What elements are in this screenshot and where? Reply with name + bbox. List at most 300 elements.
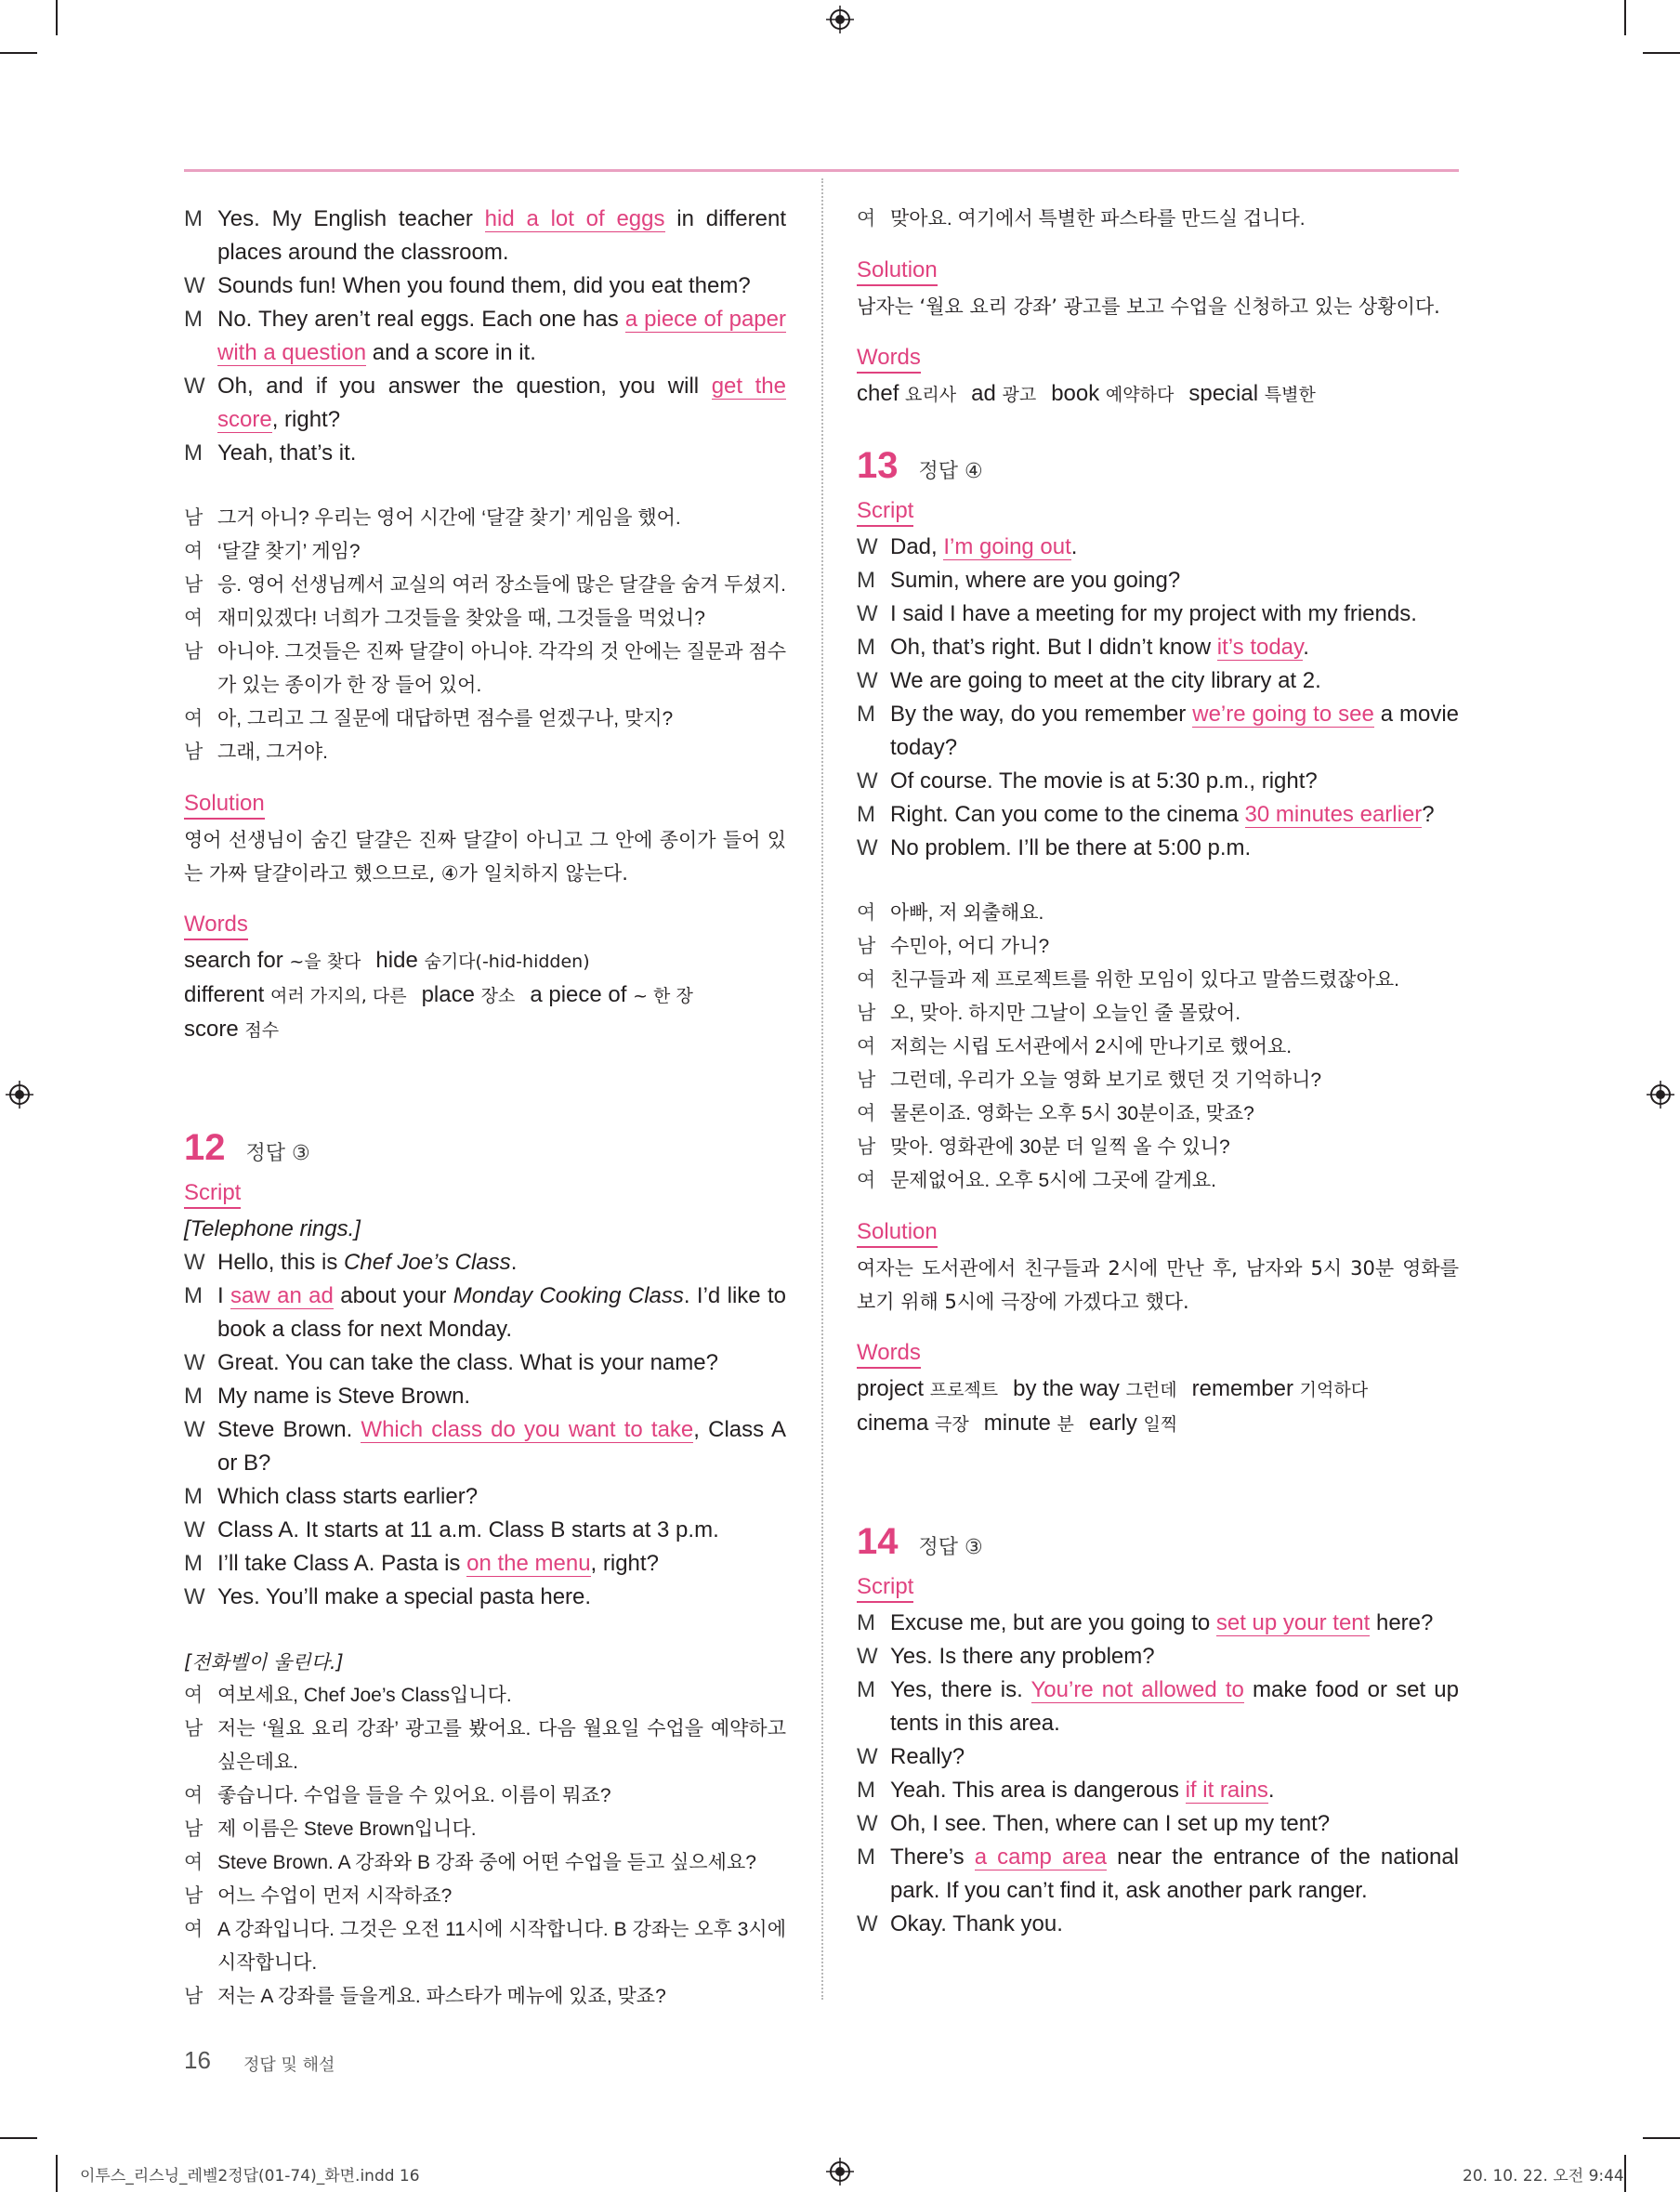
dialogue-text: 그래, 그거야. — [217, 742, 328, 763]
vocab-word: score — [184, 1017, 239, 1042]
registration-mark-icon — [826, 2158, 854, 2185]
crop-mark — [0, 52, 37, 54]
speaker-label: 여 — [184, 1919, 203, 1940]
speaker-label: W — [184, 273, 205, 298]
vocab-meaning: 광고 — [1002, 385, 1037, 405]
dialogue-line-ko — [857, 203, 1459, 236]
speaker-label: M — [857, 568, 875, 593]
dialogue-line-ko — [857, 1097, 1459, 1131]
vocab-word: early — [1088, 1411, 1137, 1436]
dialogue-text: Oh, and if you answer the question, you will — [217, 374, 712, 399]
dialogue-line-ko — [857, 997, 1459, 1030]
words-label: Words — [857, 1339, 921, 1369]
dialogue-text: My name is Steve Brown. — [217, 1384, 471, 1409]
dialogue-line — [184, 269, 786, 303]
speaker-label: W — [857, 1644, 878, 1669]
dialogue-line-ko — [184, 636, 786, 702]
words-list — [857, 377, 1459, 412]
dialogue-line — [184, 1346, 786, 1380]
vocab-word: place — [421, 982, 475, 1007]
vocab-word: by the way — [1013, 1376, 1120, 1401]
vocab-word: different — [184, 982, 265, 1007]
vocab-meaning: 프로젝트 — [929, 1380, 999, 1400]
dialogue-text: 맞아요. 여기에서 특별한 파스타를 만드실 겁니다. — [890, 208, 1306, 230]
vocab-word: book — [1051, 381, 1100, 406]
speaker-label: W — [857, 534, 878, 559]
speaker-label: 남 — [184, 742, 203, 763]
speaker-label: 여 — [857, 208, 876, 230]
vocab-meaning: 요리사 — [905, 385, 957, 405]
speaker-label: W — [184, 1584, 205, 1609]
speaker-label: M — [857, 635, 875, 660]
dialogue-en — [857, 531, 1459, 865]
dialogue-line — [857, 765, 1459, 798]
speaker-label: W — [184, 1350, 205, 1375]
dialogue-text: about your — [333, 1283, 453, 1308]
dialogue-line — [857, 1740, 1459, 1774]
speaker-label: W — [184, 1250, 205, 1275]
words-row — [184, 978, 786, 1013]
dialogue-line-ko — [857, 1064, 1459, 1097]
speaker-label: M — [184, 1384, 203, 1409]
vocab-word: a piece of — [530, 982, 627, 1007]
vocab-meaning: 숨기다(-hid-hidden) — [424, 952, 590, 972]
crop-mark — [0, 2137, 37, 2139]
dialogue-text: We are going to meet at the city library at 2. — [890, 668, 1321, 693]
words-list — [857, 1372, 1459, 1441]
dialogue-line-ko — [857, 1164, 1459, 1198]
print-slug-date: 20. 10. 22. 오전 9:44 — [1463, 2167, 1624, 2185]
dialogue-line — [184, 1480, 786, 1514]
vocab-meaning: 극장 — [935, 1414, 969, 1435]
dialogue-text: Yes. Is there any problem? — [890, 1644, 1155, 1669]
highlighted-phrase: it’s today — [1216, 635, 1304, 660]
dialogue-line-ko — [857, 897, 1459, 930]
dialogue-text: 물론이죠. 영화는 오후 5시 30분이죠, 맞죠? — [890, 1103, 1254, 1124]
highlighted-phrase: a camp area — [974, 1844, 1108, 1870]
vocab-meaning: 점수 — [244, 1020, 280, 1041]
book-section-title: 정답 및 해설 — [243, 2055, 335, 2075]
page-number: 16 — [184, 2046, 211, 2074]
dialogue-ko — [857, 203, 1459, 236]
speaker-label: M — [184, 440, 203, 466]
dialogue-line — [857, 1807, 1459, 1841]
vocab-item — [1013, 1376, 1176, 1401]
dialogue-line — [857, 564, 1459, 597]
dialogue-line-ko — [184, 602, 786, 636]
dialogue-text: 아빠, 저 외출해요. — [890, 902, 1044, 924]
highlighted-phrase: get the score — [217, 374, 786, 432]
vocab-meaning: 예약하다 — [1105, 385, 1175, 405]
dialogue-line — [857, 1774, 1459, 1807]
dialogue-line — [184, 1547, 786, 1581]
dialogue-line — [857, 1841, 1459, 1908]
vocab-word: search for — [184, 948, 283, 973]
dialogue-line-ko — [184, 736, 786, 769]
dialogue-text: I said I have a meeting for my project with my friends. — [890, 601, 1417, 626]
dialogue-text: in different places around the classroom. — [217, 206, 787, 265]
dialogue-text: 여보세요, Chef Joe’s Class입니다. — [217, 1685, 512, 1706]
dialogue-text: Oh, I see. Then, where can I set up my tent? — [890, 1811, 1331, 1836]
dialogue-line — [857, 597, 1459, 631]
speaker-label: 남 — [857, 1003, 876, 1024]
vocab-meaning: ~ 한 장 — [633, 986, 693, 1006]
dialogue-line-ko — [184, 1980, 786, 2014]
dialogue-text: 아니야. 그것들은 진짜 달걀이 아니야. 각각의 것 안에는 질문과 점수가 있는 종이가 한 장 들어 있어. — [217, 641, 786, 696]
dialogue-text: 친구들과 제 프로젝트를 위한 모임이 있다고 말씀드렸잖아요. — [890, 969, 1399, 991]
dialogue-text: Steve Brown. — [217, 1417, 361, 1442]
vocab-meaning: 특별한 — [1264, 385, 1316, 405]
dialogue-line — [857, 1640, 1459, 1674]
speaker-label: M — [857, 1610, 875, 1635]
speaker-label: M — [857, 1844, 875, 1870]
question-header — [184, 1125, 786, 1170]
speaker-label: 여 — [184, 608, 203, 629]
dialogue-en — [184, 203, 786, 470]
dialogue-line — [857, 698, 1459, 765]
speaker-label: M — [857, 702, 875, 727]
dialogue-line-ko — [184, 1846, 786, 1880]
dialogue-text: Okay. Thank you. — [890, 1911, 1063, 1936]
dialogue-text: . — [1303, 635, 1309, 660]
highlighted-phrase: set up your tent — [1215, 1610, 1371, 1635]
dialogue-line — [184, 1514, 786, 1547]
speaker-label: W — [184, 1417, 205, 1442]
dialogue-line-ko — [184, 1813, 786, 1846]
words-row — [857, 1372, 1459, 1407]
dialogue-line — [184, 1413, 786, 1480]
vocab-item — [1192, 1376, 1368, 1401]
crop-mark — [1643, 2137, 1680, 2139]
dialogue-line-ko — [184, 535, 786, 569]
vocab-meaning: 장소 — [480, 986, 516, 1006]
speaker-label: 여 — [184, 1685, 203, 1706]
dialogue-text: 오, 맞아. 하지만 그날이 오늘인 줄 몰랐어. — [890, 1003, 1241, 1024]
vocab-item — [1188, 381, 1315, 406]
speaker-label: M — [184, 307, 203, 332]
dialogue-text: 좋습니다. 수업을 들을 수 있어요. 이름이 뭐죠? — [217, 1785, 611, 1806]
speaker-label: M — [184, 206, 203, 231]
vocab-meaning: ~을 찾다 — [289, 952, 361, 972]
speaker-label: M — [857, 1677, 875, 1702]
dialogue-line — [857, 832, 1459, 865]
dialogue-text: I’ll take Class A. Pasta is — [217, 1551, 467, 1576]
script-label: Script — [184, 1179, 241, 1209]
vocab-word: chef — [857, 381, 899, 406]
highlighted-phrase: on the menu — [466, 1551, 591, 1576]
dialogue-text: 재미있겠다! 너희가 그것들을 찾았을 때, 그것들을 먹었니? — [217, 608, 705, 629]
dialogue-text: No problem. I’ll be there at 5:00 p.m. — [890, 835, 1252, 860]
dialogue-text: 응. 영어 선생님께서 교실의 여러 장소들에 많은 달걀을 숨겨 두셨지. — [217, 574, 786, 596]
vocab-meaning: 기억하다 — [1299, 1380, 1369, 1400]
speaker-label: 여 — [184, 708, 203, 729]
vocab-meaning: 분 — [1057, 1414, 1074, 1435]
dialogue-text: Right. Can you come to the cinema — [890, 802, 1245, 827]
vocab-word: special — [1188, 381, 1259, 406]
highlighted-phrase: a piece of paper with a question — [217, 307, 786, 365]
vocab-word: hide — [375, 948, 418, 973]
dialogue-text: Class A. It starts at 11 a.m. Class B starts at 3 p.m. — [217, 1517, 719, 1542]
dialogue-line — [184, 1380, 786, 1413]
words-list — [184, 944, 786, 1047]
answer-label: 정답 ③ — [918, 1536, 983, 1559]
vocab-word: minute — [983, 1411, 1051, 1436]
dialogue-ko — [184, 502, 786, 769]
dialogue-text: . — [510, 1250, 518, 1275]
dialogue-line — [184, 437, 786, 470]
speaker-label: W — [857, 1744, 878, 1769]
highlighted-phrase: saw an ad — [230, 1283, 334, 1308]
vocab-item — [857, 381, 956, 406]
dialogue-text: . I’d like to book a class for next Monday. — [217, 1283, 787, 1342]
dialogue-en — [857, 1607, 1459, 1941]
dialogue-text: Steve Brown. A 강좌와 B 강좌 중에 어떤 수업을 듣고 싶으세요? — [217, 1852, 756, 1873]
question-header — [857, 443, 1459, 488]
dialogue-line — [857, 664, 1459, 698]
vocab-item — [1051, 381, 1174, 406]
speaker-label: 여 — [857, 1103, 876, 1124]
answer-label: 정답 ④ — [918, 460, 983, 483]
dialogue-line — [857, 1607, 1459, 1640]
highlighted-phrase: hid a lot of eggs — [484, 206, 665, 231]
highlighted-phrase: You’re not allowed to — [1030, 1677, 1244, 1702]
registration-mark-icon — [1647, 1081, 1674, 1109]
dialogue-text: Hello, this is — [217, 1250, 345, 1275]
dialogue-text: ? — [1422, 802, 1435, 827]
dialogue-ko — [857, 897, 1459, 1198]
column-divider — [821, 178, 823, 2000]
vocab-item — [984, 1411, 1074, 1436]
dialogue-line-ko — [184, 1713, 786, 1779]
dialogue-text: Oh, that’s right. But I didn’t know — [890, 635, 1217, 660]
speaker-label: 여 — [184, 1785, 203, 1806]
crop-mark — [1624, 0, 1626, 35]
dialogue-line-ko — [857, 1131, 1459, 1164]
dialogue-line-ko — [184, 569, 786, 602]
dialogue-line-ko — [857, 1030, 1459, 1064]
speaker-label: M — [184, 1283, 203, 1308]
stage-direction-ko: [전화벨이 울린다.] — [184, 1651, 344, 1674]
dialogue-text: , Class A or B? — [217, 1417, 787, 1476]
dialogue-line — [857, 1908, 1459, 1941]
dialogue-text: 그거 아니? 우리는 영어 시간에 ‘달걀 찾기’ 게임을 했어. — [217, 507, 681, 529]
left-column — [184, 203, 786, 2014]
dialogue-line — [184, 370, 786, 437]
speaker-label: 남 — [184, 1986, 203, 2007]
script-label: Script — [857, 1573, 913, 1603]
dialogue-text: 그런데, 우리가 오늘 영화 보기로 했던 것 기억하니? — [890, 1070, 1322, 1091]
header-rule — [184, 169, 1459, 172]
dialogue-text: Yes. My English teacher — [217, 206, 485, 231]
speaker-label: W — [857, 1811, 878, 1836]
dialogue-text: Yes. You’ll make a special pasta here. — [217, 1584, 592, 1609]
dialogue-text: here? — [1370, 1610, 1434, 1635]
dialogue-text: Monday Cooking Class — [453, 1283, 684, 1308]
crop-mark — [56, 0, 58, 35]
dialogue-line — [184, 1280, 786, 1346]
solution-label: Solution — [857, 1218, 938, 1248]
dialogue-text: 저는 ‘월요 요리 강좌’ 광고를 봤어요. 다음 월요일 수업을 예약하고 싶은데요. — [217, 1718, 786, 1773]
speaker-label: W — [857, 768, 878, 794]
solution-text: 남자는 ‘월요 요리 강좌’ 광고를 보고 수업을 신청하고 있는 상황이다. — [857, 295, 1440, 318]
dialogue-text: and a score in it. — [366, 340, 536, 365]
vocab-meaning: 일찍 — [1143, 1414, 1178, 1435]
dialogue-text: 저희는 시립 도서관에서 2시에 만나기로 했어요. — [890, 1036, 1293, 1057]
dialogue-ko — [184, 1679, 786, 2014]
dialogue-text: . — [1267, 1778, 1275, 1803]
speaker-label: M — [184, 1484, 203, 1509]
speaker-label: W — [184, 1517, 205, 1542]
dialogue-text: Chef Joe’s Class — [344, 1250, 511, 1275]
solution-text: 영어 선생님이 숨긴 달걀은 진짜 달걀이 아니고 그 안에 종이가 들어 있는 가짜 달걀이라고 했으므로, ④가 일치하지 않는다. — [184, 829, 786, 885]
dialogue-line-ko — [184, 1679, 786, 1713]
solution-label: Solution — [184, 790, 265, 820]
dialogue-line — [184, 1246, 786, 1280]
dialogue-en — [184, 1246, 786, 1614]
dialogue-line — [184, 203, 786, 269]
words-row — [184, 944, 786, 978]
dialogue-line-ko — [184, 1880, 786, 1913]
highlighted-phrase: 30 minutes earlier — [1244, 802, 1423, 827]
speaker-label: 남 — [857, 1136, 876, 1158]
vocab-item — [530, 982, 692, 1007]
vocab-item — [184, 1017, 279, 1042]
speaker-label: 남 — [184, 1885, 203, 1907]
question-number: 14 — [857, 1521, 899, 1562]
vocab-item — [422, 982, 516, 1007]
speaker-label: 남 — [857, 936, 876, 957]
dialogue-text: make food or set up tents in this area. — [890, 1677, 1459, 1736]
dialogue-line — [857, 798, 1459, 832]
highlighted-phrase: we’re going to see — [1192, 702, 1374, 727]
speaker-label: 남 — [184, 1818, 203, 1840]
dialogue-text: Yeah. This area is dangerous — [890, 1778, 1186, 1803]
dialogue-line-ko — [184, 1779, 786, 1813]
dialogue-text: Really? — [890, 1744, 965, 1769]
question-header — [857, 1519, 1459, 1564]
crop-mark — [56, 2155, 58, 2192]
dialogue-text: 문제없어요. 오후 5시에 그곳에 갈게요. — [890, 1170, 1216, 1191]
dialogue-line — [857, 631, 1459, 664]
vocab-word: ad — [971, 381, 996, 406]
highlighted-phrase: I’m going out — [943, 534, 1071, 559]
script-label: Script — [857, 497, 913, 527]
speaker-label: W — [857, 601, 878, 626]
dialogue-text: There’s — [890, 1844, 975, 1870]
dialogue-text: Sumin, where are you going? — [890, 568, 1181, 593]
dialogue-text: a movie today? — [890, 702, 1460, 760]
speaker-label: 여 — [184, 1852, 203, 1873]
dialogue-text: , right? — [271, 407, 341, 432]
question-number: 12 — [184, 1127, 226, 1168]
dialogue-text: 아, 그리고 그 질문에 대답하면 점수를 얻겠구나, 맞지? — [217, 708, 674, 729]
words-row — [857, 377, 1459, 412]
solution-label: Solution — [857, 256, 938, 286]
dialogue-text: I — [217, 1283, 231, 1308]
speaker-label: W — [857, 835, 878, 860]
dialogue-text: A 강좌입니다. 그것은 오전 11시에 시작합니다. B 강좌는 오후 3시에 시작합니다. — [217, 1919, 786, 1974]
dialogue-line-ko — [857, 930, 1459, 964]
answer-label: 정답 ③ — [245, 1142, 310, 1165]
speaker-label: 여 — [184, 541, 203, 562]
words-label: Words — [857, 344, 921, 374]
registration-mark-icon — [826, 6, 854, 33]
dialogue-text: 저는 A 강좌를 들을게요. 파스타가 메뉴에 있죠, 맞죠? — [217, 1986, 666, 2007]
speaker-label: 남 — [184, 1718, 203, 1739]
speaker-label: 남 — [184, 574, 203, 596]
vocab-item — [184, 948, 361, 973]
vocab-meaning: 여러 가지의, 다른 — [269, 986, 407, 1006]
dialogue-text: No. They aren’t real eggs. Each one has — [217, 307, 625, 332]
crop-mark — [1624, 2155, 1626, 2192]
speaker-label: 남 — [857, 1070, 876, 1091]
highlighted-phrase: if it rains — [1185, 1778, 1268, 1803]
dialogue-line — [857, 1674, 1459, 1740]
dialogue-text: 어느 수업이 먼저 시작하죠? — [217, 1885, 453, 1907]
dialogue-text: , right? — [590, 1551, 659, 1576]
vocab-item — [971, 381, 1036, 406]
speaker-label: W — [184, 374, 205, 399]
crop-mark — [1643, 52, 1680, 54]
dialogue-line — [184, 303, 786, 370]
vocab-item — [857, 1411, 969, 1436]
dialogue-line-ko — [184, 702, 786, 736]
dialogue-text: . — [1070, 534, 1078, 559]
print-slug-file: 이투스_리스닝_레벨2정답(01-74)_화면.indd 16 — [80, 2167, 420, 2185]
dialogue-line-ko — [857, 964, 1459, 997]
dialogue-text: 맞아. 영화관에 30분 더 일찍 올 수 있니? — [890, 1136, 1230, 1158]
dialogue-line-ko — [184, 1913, 786, 1980]
dialogue-text: Of course. The movie is at 5:30 p.m., right? — [890, 768, 1318, 794]
speaker-label: 남 — [184, 641, 203, 663]
words-row — [857, 1407, 1459, 1441]
vocab-item — [375, 948, 589, 973]
speaker-label: 여 — [857, 1170, 876, 1191]
speaker-label: W — [857, 1911, 878, 1936]
words-row — [184, 1013, 786, 1047]
dialogue-line — [184, 1581, 786, 1614]
dialogue-text: Excuse me, but are you going to — [890, 1610, 1216, 1635]
dialogue-text: 수민아, 어디 가니? — [890, 936, 1050, 957]
vocab-word: project — [857, 1376, 925, 1401]
vocab-word: remember — [1191, 1376, 1293, 1401]
speaker-label: M — [857, 802, 875, 827]
dialogue-text: 제 이름은 Steve Brown입니다. — [217, 1818, 477, 1840]
speaker-label: 여 — [857, 1036, 876, 1057]
dialogue-text: Dad, — [890, 534, 944, 559]
right-column — [857, 203, 1459, 1941]
vocab-word: cinema — [857, 1411, 929, 1436]
registration-mark-icon — [6, 1081, 33, 1109]
question-number: 13 — [857, 445, 899, 486]
vocab-item — [1089, 1411, 1177, 1436]
solution-text: 여자는 도서관에서 친구들과 2시에 만난 후, 남자와 5시 30분 영화를 보기 위해 5시에 극장에 가겠다고 했다. — [857, 1257, 1459, 1313]
vocab-item — [184, 982, 407, 1007]
dialogue-line — [857, 531, 1459, 564]
dialogue-text: ‘달걀 찾기’ 게임? — [217, 541, 361, 562]
dialogue-text: Which class starts earlier? — [217, 1484, 479, 1509]
dialogue-text: By the way, do you remember — [890, 702, 1193, 727]
speaker-label: M — [857, 1778, 875, 1803]
speaker-label: 남 — [184, 507, 203, 529]
words-label: Words — [184, 911, 248, 940]
speaker-label: 여 — [857, 969, 876, 991]
speaker-label: W — [857, 668, 878, 693]
dialogue-line-ko — [184, 502, 786, 535]
dialogue-text: Great. You can take the class. What is your name? — [217, 1350, 718, 1375]
dialogue-text: Yes, there is. — [890, 1677, 1031, 1702]
speaker-label: M — [184, 1551, 203, 1576]
